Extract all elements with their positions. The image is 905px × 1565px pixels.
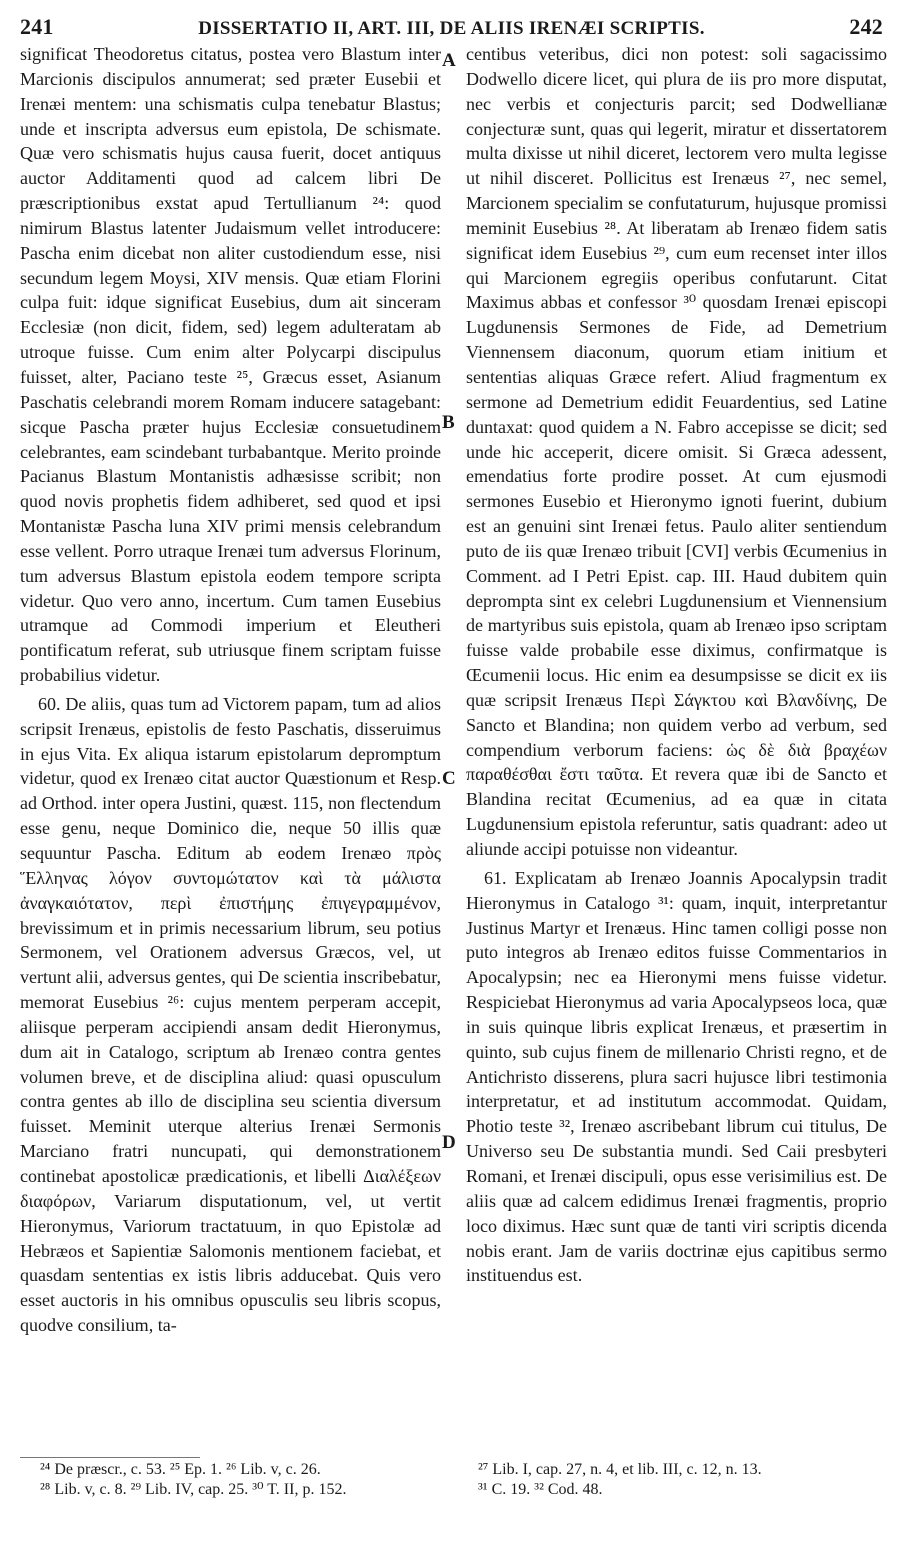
footnote-line: ²⁴ De præscr., c. 53. ²⁵ Ep. 1. ²⁶ Lib. v, c. 26.: [40, 1461, 321, 1478]
footnote-line: ²⁸ Lib. v, c. 8. ²⁹ Lib. IV, cap. 25. ³⁰ T. II, p. 152.: [40, 1481, 347, 1498]
margin-marker-c: C: [442, 768, 456, 789]
page-number-left: 241: [20, 14, 54, 39]
running-header: [20, 14, 883, 44]
footnotes-right: [478, 1460, 762, 1500]
right-column: [466, 42, 887, 1288]
footnote-line: ³¹ C. 19. ³² Cod. 48.: [478, 1481, 603, 1498]
paragraph-60: 60. De aliis, quas tum ad Victorem papam, tum ad alios scripsit Irenæus, epistolis de festo Paschatis, disseruimus in ejus Vita. Ex aliqua istarum epistolarum depromptum videtur, quod ex Irenæo citat auctor Quæstionum et Resp. ad Orthod. inter opera Justini, quæst. 115, non flectendum esse genu, neque Dominico die, neque 50 illis quæ sequuntur Pascha. Editum ab eodem Irenæo πρὸς Ἕλληνας λόγον συντομώτατον καὶ τὰ μάλιστα ἀναγκαιότατον, περὶ ἐπιστήμης ἐπιγεγραμμένον, brevissimum et in primis necessarium librum, seu potius Sermonem, vel Orationem adversus Græcos, vel, ut vertunt alii, adversus gentes, qui De scientia inscribebatur, memorat Eusebius ²⁶: cujus mentem perperam accepit, aliisque perperam accipiendi ansam dedit Hieronymus, dum ait in Catalogo, scriptum ab Irenæo contra gentes volumen breve, et de disciplina aliud: quasi opusculum contra gentes ab illo de disciplina seu scientia diversum fuisset. Meminit uterque alterius Irenæi Sermonis Marciano fratri nuncupati, qui demonstrationem continebat apostolicæ prædicationis, et libelli Διαλέξεων διαφόρων, Variarum disputationum, vel, ut vertit Hieronymus, Variorum tractatuum, in quo Epistolæ ad Hebræos et Sapientiæ Salomonis mentionem faciebat, et quasdam sententias ex istis libris adducebat. Quis vero esset auctoris in his omnibus opusculis seu libris scopus, quodve consilium, ta-: [20, 693, 441, 1336]
left-column: [20, 42, 441, 1338]
margin-marker-a: A: [442, 50, 456, 71]
paragraph-61: 61. Explicatam ab Irenæo Joannis Apocalypsin tradit Hieronymus in Catalogo ³¹: quam, inquit, interpretantur Justinus Martyr et Irenæus. Hinc tamen colligi posse non puto integros ab Irenæo editos fuisse Commentarios in Apocalypsin; nec ea Hieronymi mens fuisse videtur. Respiciebat Hieronymus ad varia Apocalypseos loca, quæ in suis quinque libris explicat Irenæus, et præsertim in quinto, sub cujus finem de millenario Christi regno, et de Antichristo disserens, plura sacri hujusce libri testimonia interpretatur, et ad institutum accommodat. Quidam, Photio teste ³², Irenæo ascribebant librum cui titulus, De Universo seu De substantia mundi. Sed Caii presbyteri Romani, et Irenæi discipuli, opus esse verisimilius est. De aliis quæ ad calcem edidimus Irenæi fragmentis, proprio loco diximus. Hæc sunt quæ de tanti viri scriptis dicenda nobis erant. Jam de variis doctrinæ ejus capitibus sermo instituendus est.: [466, 867, 887, 1286]
footnotes-left: [40, 1460, 346, 1500]
margin-marker-b: B: [442, 412, 455, 433]
footnote-line: ²⁷ Lib. I, cap. 27, n. 4, et lib. III, c. 12, n. 13.: [478, 1461, 762, 1478]
running-title: DISSERTATIO II, ART. III, DE ALIIS IRENÆI SCRIPTIS.: [198, 18, 705, 39]
paragraph-marcion: centibus veteribus, dici non potest: soli sagacissimo Dodwello dicere licet, qui plura de iis pro more disputat, nec verbis et conjecturis parcit; sed Dodwellianæ conjecturæ sunt, quas qui legerit, miratur et dissertatorem multa dixisse ut nihil diceret, lectorem vero multa legisse ut nihil disceret. Pollicitus est Irenæus ²⁷, nec semel, Marcionem specialim se confutaturum, hujusque promissi meminit Eusebius ²⁸. At liberatam ab Irenæo fidem satis significat idem Eusebius ²⁹, cum eum recenset inter illos qui Marcionem egregiis operibus confutarunt. Citat Maximus abbas et confessor ³⁰ quosdam Irenæi episcopi Lugdunensis Sermones de Fide, ad Demetrium Viennensem diaconum, quorum etiam initium et sententias aliquas Græce refert. Aliud fragmentum ex sermone ad Demetrium edidit Feuardentius, sed Latine duntaxat: quod quidem a N. Fabro accepisse se dicit; sed unde hic acceperit, dicere omisit. Si Græca adessent, emendatius forte prodire posset. At cum ejusmodi sermones Eusebio et Hieronymo ignoti fuerint, dubium est an genuini sint Irenæi fetus. Paulo aliter sentiendum puto de iis quæ Irenæo tribuit [CVI] verbis Œcumenius in Comment. ad I Petri Epist. cap. III. Haud dubitem quin deprompta sint ex celebri Lugdunensium et Viennensium de martyribus suis epistola, quam ab Irenæo ipso scriptam fuisse valde probabile esse diximus, confirmatque is Œcumenii locus. Hic enim ea desumpsisse se dicit ex iis quæ scripsit Irenæus Περὶ Σάγκτου καὶ Βλανδίνης, De Sancto et Blandina; non quidem verbo ad verbum, sed compendium verborum faciens: ὡς δὲ διὰ βραχέων παραθέσθαι ἔστι ταῦτα. Et revera quæ ibi de Sancto et Blandina recitat Œcumenius, ad ea quæ in citata Lugdunensium epistola referuntur, satis quadrant: adeo ut aliunde accipi potuisse non videantur.: [466, 44, 887, 859]
page-number-right: 242: [849, 14, 883, 39]
footnote-rule: [20, 1457, 200, 1458]
margin-marker-d: D: [442, 1132, 456, 1153]
paragraph-schism: significat Theodoretus citatus, postea vero Blastum inter Marcionis discipulos annumerat; sed præter Eusebii et Irenæi mentem: una schismatis culpa tenebatur Blastus; unde et inscripta adversus eum epistola, De schismate. Quæ vero schismatis hujus causa fuerit, docet antiquus auctor Additamenti quod ad calcem libri De præscriptionibus exstat apud Tertullianum ²⁴: quod nimirum Blastus latenter Judaismum vellet introducere: Pascha enim dicebat non aliter custodiendum esse, nisi secundum legem Moysi, XIV mensis. Quæ etiam Florini culpa fuit: idque significat Eusebius, dum ait sinceram Ecclesiæ (non dicit, fidem, sed) legem adulteratam ab utroque fuisse. Cum enim alter Polycarpi discipulus fuisset, alter, Paciano teste ²⁵, Græcus esset, Asianum Paschatis celebrandi morem Romam inducere satagebant: sicque Pascha præter hujus Ecclesiæ consuetudinem celebrantes, eam scindebant turbabantque. Merito proinde Pacianus Blastum Montanistis adhæsisse scribit; non quod novis prophetis fidem adhiberet, sed quod et ipsi Montanistæ Pascha luna XIV primi mensis celebrandum esse vellent. Porro utraque Irenæi tum adversus Florinum, tum adversus Blastum epistola eodem tempore scripta videtur. Quo vero anno, incertum. Cum tamen Eusebius utramque ad Commodi imperium et Eleutheri pontificatum referat, sub utriusque finem scriptam fuisse probabilius videtur.: [20, 44, 441, 686]
